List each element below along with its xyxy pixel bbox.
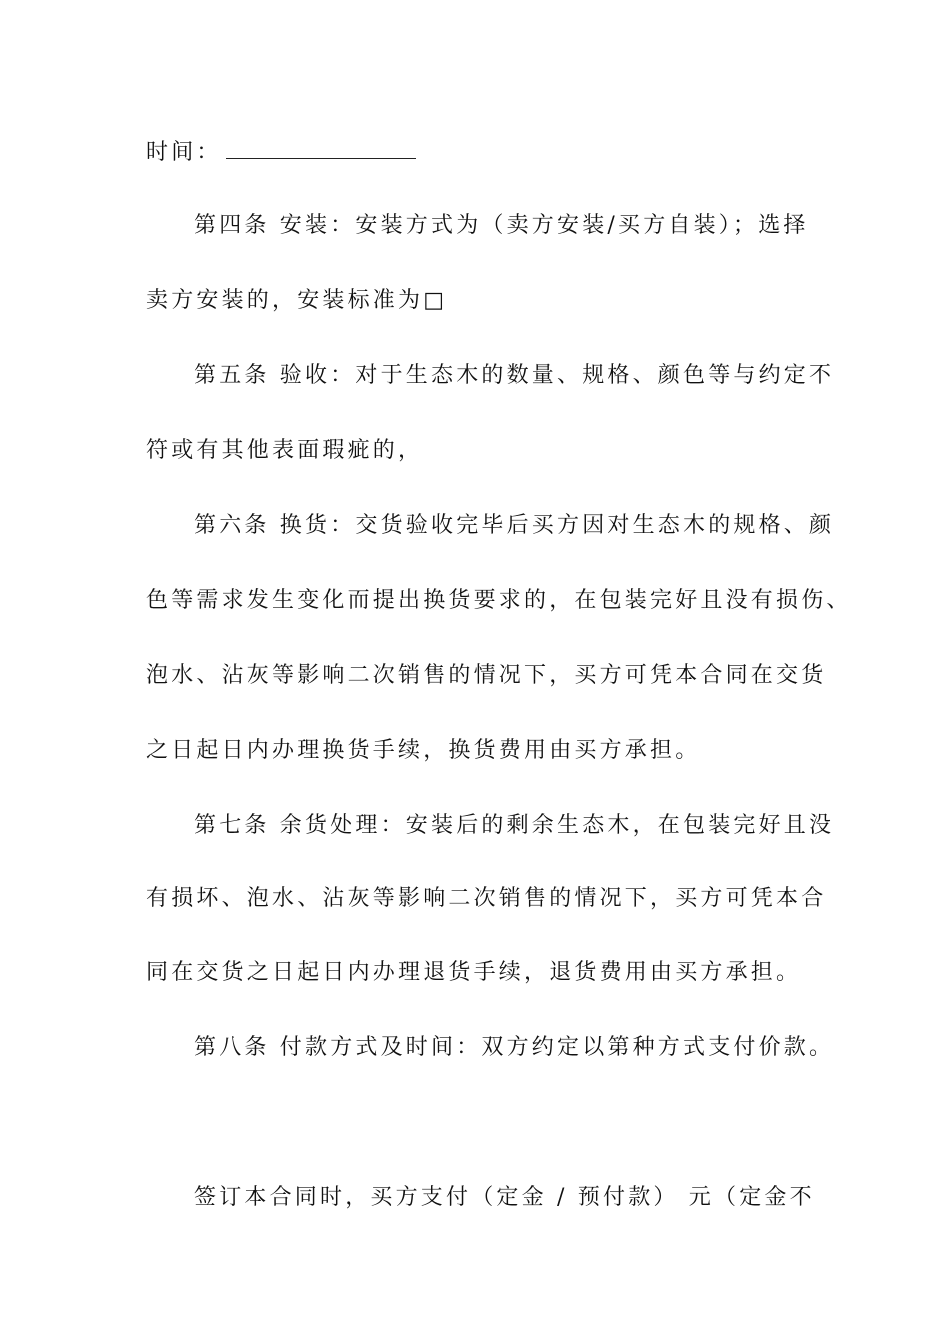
time-label: 时间：	[146, 140, 222, 165]
article-6-line-3: 泡水、沾灰等影响二次销售的情况下，买方可凭本合同在交货	[146, 663, 827, 688]
payment-line-1: 签订本合同时，买方支付（定金 / 预付款） 元（定金不	[194, 1185, 815, 1210]
article-5-line-2: 符或有其他表面瑕疵的，	[146, 438, 424, 463]
article-7-line-1: 第七条 余货处理：安装后的剩余生态木，在包装完好且没	[194, 813, 835, 838]
article-8-line-1: 第八条 付款方式及时间：双方约定以第种方式支付价款。	[194, 1035, 835, 1060]
article-7-line-2: 有损坏、泡水、沾灰等影响二次销售的情况下，买方可凭本合	[146, 886, 827, 911]
time-line	[146, 138, 416, 168]
article-6-line-4: 之日起日内办理换货手续，换货费用由买方承担。	[146, 738, 701, 763]
article-6-line-2: 色等需求发生变化而提出换货要求的，在包装完好且没有损伤、	[146, 588, 852, 613]
article-4-line-2: 卖方安装的，安装标准为□	[146, 288, 448, 313]
time-blank-field	[226, 140, 416, 159]
article-6-line-1: 第六条 换货：交货验收完毕后买方因对生态木的规格、颜	[194, 513, 835, 538]
article-4-line-1: 第四条 安装：安装方式为（卖方安装/买方自装）；选择	[194, 213, 809, 238]
article-7-line-3: 同在交货之日起日内办理退货手续，退货费用由买方承担。	[146, 960, 802, 985]
article-5-line-1: 第五条 验收：对于生态木的数量、规格、颜色等与约定不	[194, 363, 835, 388]
